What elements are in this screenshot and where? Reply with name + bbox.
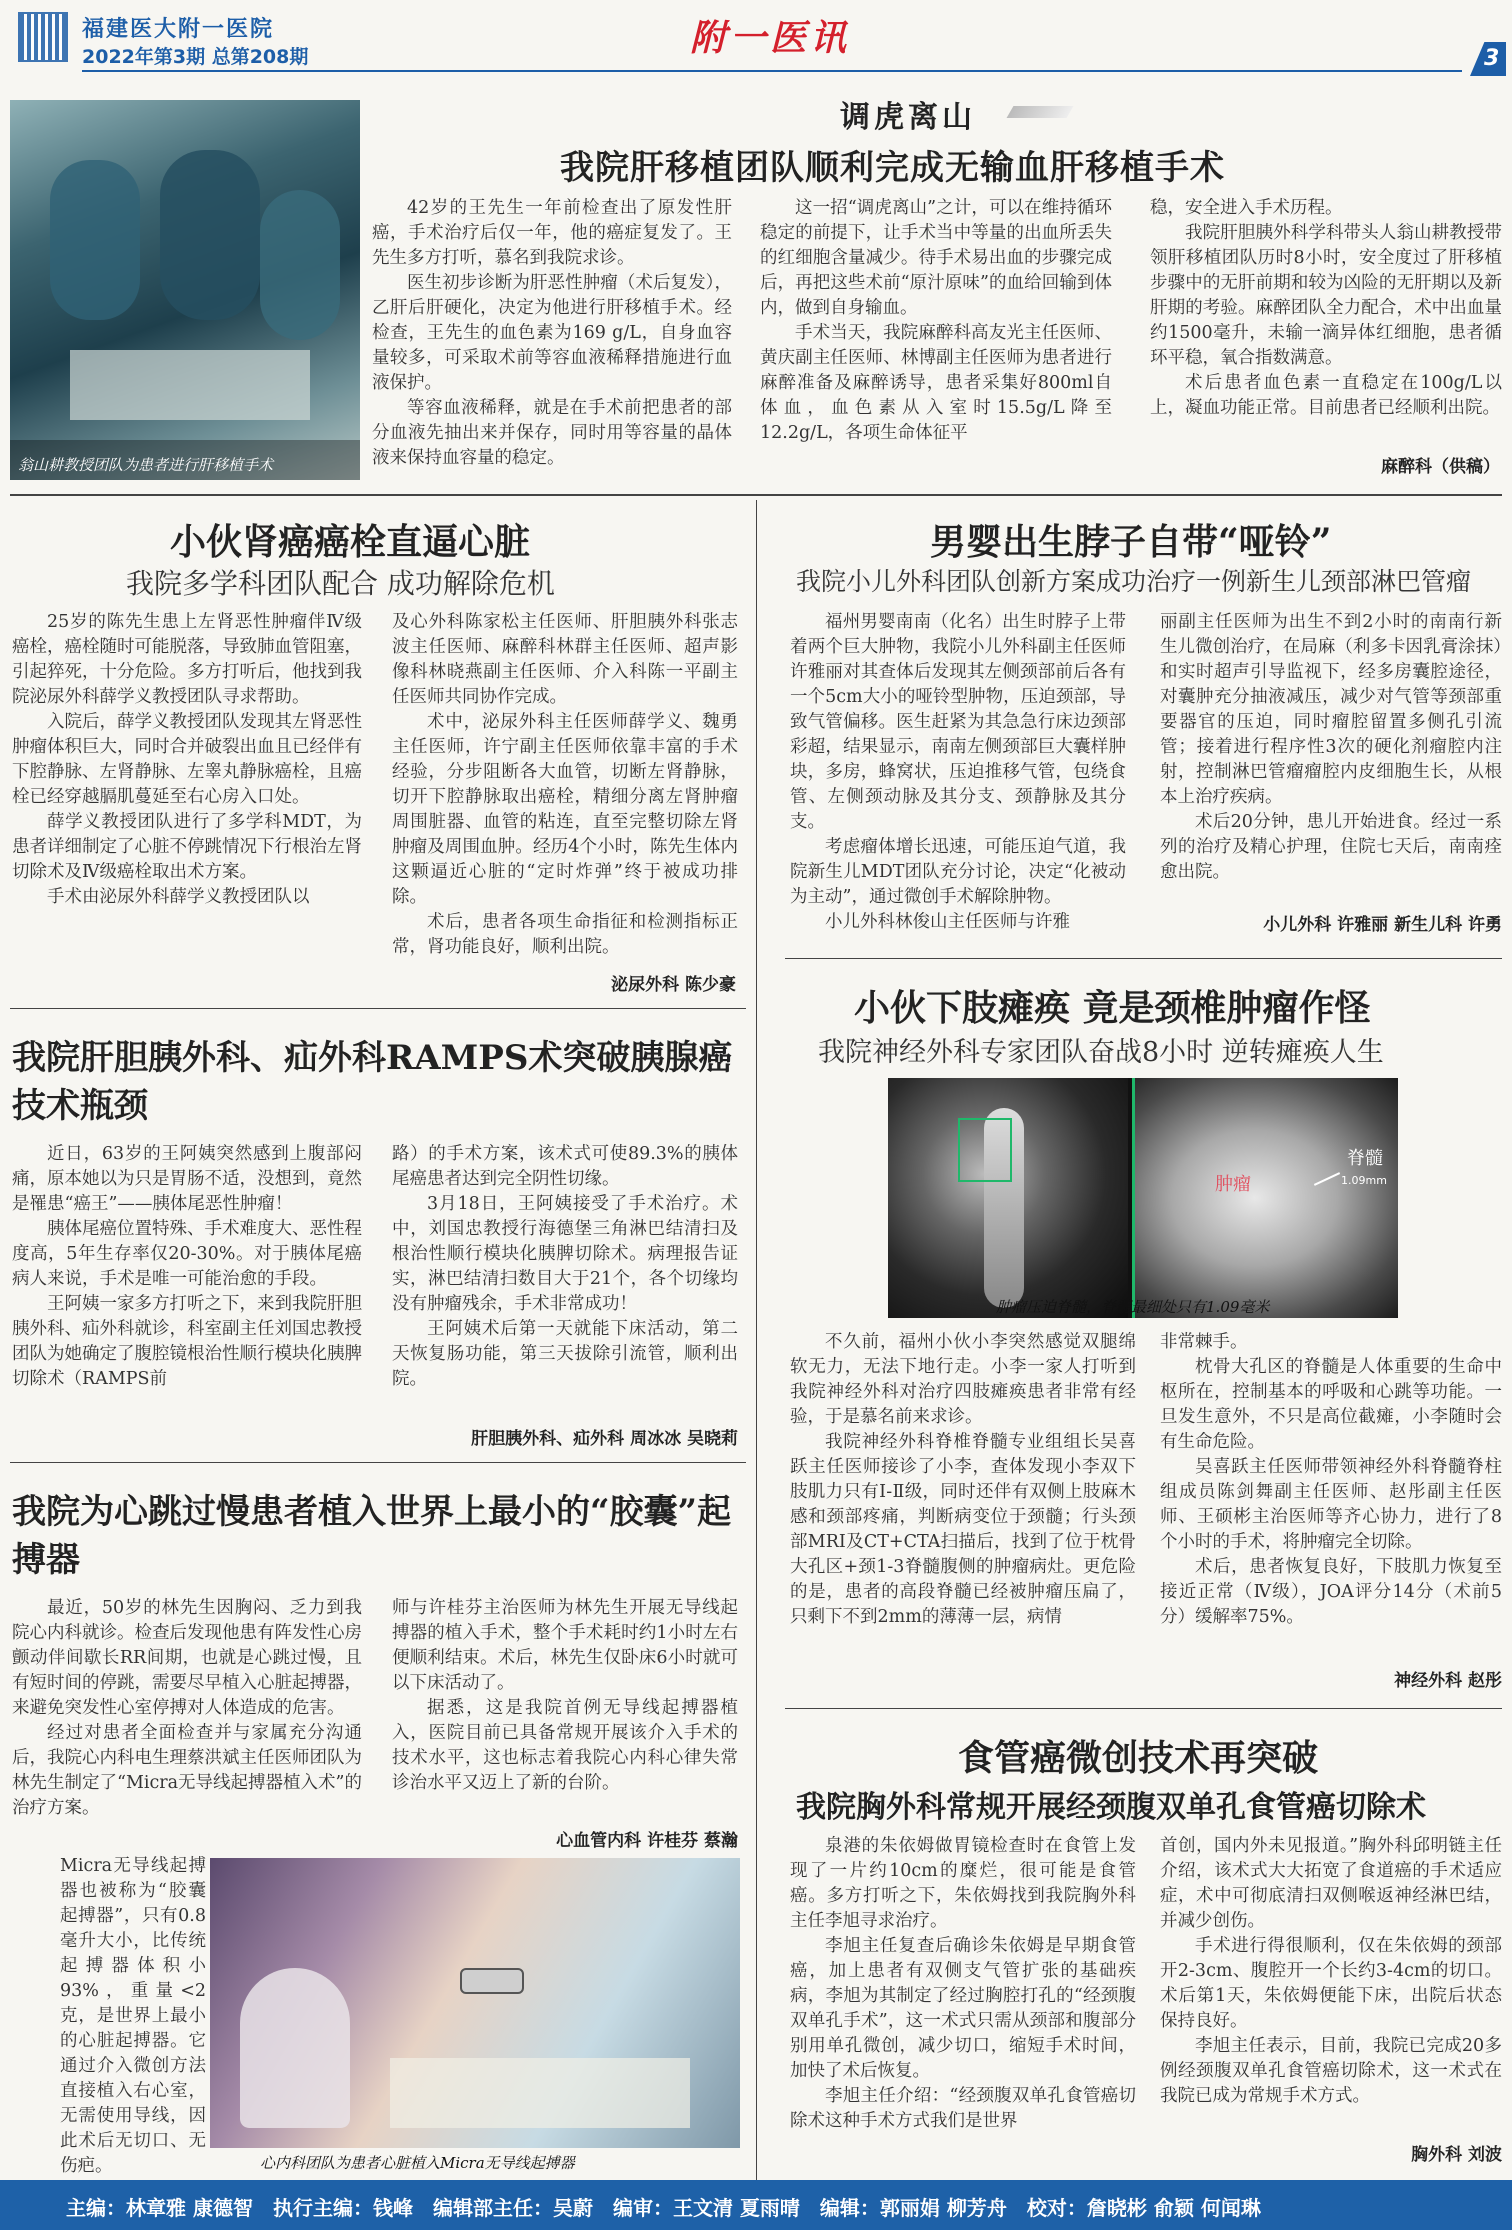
paragraph: 路）的手术方案，该术式可使89.3%的胰体尾癌患者达到完全阴性切缘。: [392, 1144, 738, 1189]
article-column: [790, 1330, 1136, 1630]
paragraph: 首创，国内外未见报道。”胸外科邱明链主任介绍，该术式大大拓宽了食道癌的手术适应症，术中可彻底清扫双侧喉返神经淋巴结，并减少创伤。: [1160, 1836, 1502, 1931]
byline: 肝胆胰外科、疝外科 周冰冰 吴晓莉: [471, 1429, 738, 1449]
arrow-icon: [1314, 1172, 1340, 1186]
paragraph: 等容血液稀释，就是在手术前把患者的部分血液先抽出来并保存，同时用等容量的晶体液来保持血容量的稳定。: [372, 398, 732, 468]
article-column: [392, 1596, 738, 1796]
issue-number: 2022年第3期 总第208期: [82, 46, 309, 68]
article-title: 食管癌微创技术再突破: [958, 1737, 1319, 1779]
paragraph: 师与许桂芬主治医师为林先生开展无导线起搏器的植入手术，整个手术耗时约1小时左右便顺利结束。术后，林先生仅卧床6小时就可以下床活动了。: [392, 1598, 738, 1693]
horizontal-divider: [10, 494, 1502, 496]
paragraph: 丽副主任医师为出生不到2小时的南南行新生儿微创治疗，在局麻（利多卡因乳膏涂抹）和实时超声引导监视下，经多房囊腔途径，对囊肿充分抽液减压，减少对气管等颈部重要器官的压迫，同时瘤腔留置多侧孔引流管；接着进行程序性3次的硬化剂瘤腔内注射，控制淋巴管瘤瘤腔内皮细胞生长，从根本上治疗疾病。: [1160, 612, 1502, 807]
article-subtitle: 我院神经外科专家团队奋战8小时 逆转瘫痪人生: [818, 1037, 1384, 1068]
article-title: 小伙肾癌癌栓直逼心脏: [170, 521, 531, 563]
article-column: [392, 610, 738, 960]
article-column: [790, 1834, 1136, 2134]
article-column: [1150, 196, 1502, 421]
paragraph: 及心外科陈家松主任医师、肝胆胰外科张志波主任医师、麻醉科林群主任医师、超声影像科林晓燕副主任医师、介入科陈一平副主任医师共同协作完成。: [392, 612, 738, 707]
article-column: [12, 1596, 362, 1821]
section-tag-text: 调虎离山: [840, 100, 976, 135]
paragraph: 吴喜跃主任医师带领神经外科脊髓脊柱组成员陈剑舞副主任医师、赵彤副主任医师、王硕彬主治医师等齐心协力，进行了8个小时的手术，将肿瘤完全切除。: [1160, 1457, 1502, 1552]
byline: 泌尿外科 陈少豪: [611, 975, 736, 995]
article-column: [60, 1854, 206, 2204]
article-column: [760, 196, 1112, 446]
paragraph: 李旭主任介绍：“经颈腹双单孔食管癌切除术这种手术方式我们是世界: [790, 2086, 1136, 2131]
paragraph: 不久前，福州小伙小李突然感觉双腿绵软无力，无法下地行走。小李一家人打听到我院神经外科对治疗四肢瘫痪患者非常有经验，于是慕名前来求诊。: [790, 1332, 1136, 1427]
liver-photo-caption: 翁山耕教授团队为患者进行肝移植手术: [18, 456, 274, 474]
article-title: 我院肝胆胰外科、疝外科RAMPS术突破胰腺癌技术瓶颈: [12, 1038, 733, 1126]
article-title: 我院肝移植团队顺利完成无输血肝移植手术: [560, 148, 1225, 188]
paragraph: 医生初步诊断为肝恶性肿瘤（术后复发），乙肝后肝硬化，决定为他进行肝移植手术。经检查，王先生的血色素为169 g/L，自身血容量较多，可采取术前等容血液稀释措施进行血液保护。: [372, 273, 732, 393]
footer-credits: 主编：林章雅 康德智 执行主编：钱峰 编辑部主任：吴蔚 编审：王文清 夏雨晴 编辑：郭丽娟 柳芳舟 校对：詹晓彬 俞颖 何闻琳: [66, 2196, 1261, 2220]
paragraph: 术中，泌尿外科主任医师薛学义、魏勇主任医师，许宁副主任医师依靠丰富的手术经验，分步阻断各大血管，切断左肾静脉，切开下腔静脉取出癌栓，精细分离左肾肿瘤周围脏器、血管的粘连，直至完整切除左肾肿瘤及周围血肿。经历4个小时，陈先生体内这颗逼近心脏的“定时炸弹”终于被成功排除。: [392, 712, 738, 907]
tumor-label: 肿瘤: [1215, 1174, 1251, 1195]
article-title: 我院为心跳过慢患者植入世界上最小的“胶囊”起搏器: [12, 1492, 732, 1580]
article-subtitle: 我院胸外科常规开展经颈腹双单孔食管癌切除术: [796, 1790, 1426, 1825]
byline: 小儿外科 许雅丽 新生儿科 许勇: [1263, 915, 1502, 935]
qr-code: [18, 12, 68, 62]
spinal-cord-label: 脊髓: [1347, 1148, 1383, 1169]
article-column: [790, 610, 1126, 935]
pacemaker-caption: 心内科团队为患者心脏植入Micra无导线起搏器: [260, 2154, 575, 2172]
paragraph: 王阿姨术后第一天就能下床活动，第二天恢复肠功能，第三天拔除引流管，顺利出院。: [392, 1319, 738, 1389]
page-number: 3: [1484, 46, 1500, 71]
horizontal-divider: [10, 1462, 746, 1463]
paragraph: 胰体尾癌位置特殊、手术难度大、恶性程度高，5年生存率仅20-30%。对于胰体尾癌病人来说，手术是唯一可能治愈的手段。: [12, 1219, 362, 1289]
article-column: [1160, 1834, 1502, 2109]
paragraph: 稳，安全进入手术历程。: [1150, 198, 1343, 218]
article-column: [1160, 1330, 1502, 1630]
paragraph: 据悉，这是我院首例无导线起搏器植入，医院目前已具备常规开展该介入手术的技术水平，这也标志着我院心内科心律失常诊治水平又迈上了新的台阶。: [392, 1698, 738, 1793]
paragraph: 考虑瘤体增长迅速，可能压迫气道，我院新生儿MDT团队充分讨论，决定“化被动为主动”，通过微创手术解除肿物。: [790, 837, 1126, 907]
paragraph: 李旭主任表示，目前，我院已完成20多例经颈腹双单孔食管癌切除术，这一术式在我院已成为常规手术方式。: [1160, 2036, 1502, 2106]
article-subtitle: 我院小儿外科团队创新方案成功治疗一例新生儿颈部淋巴管瘤: [796, 567, 1472, 596]
paragraph: 经过对患者全面检查并与家属充分沟通后，我院心内科电生理蔡洪斌主任医师团队为林先生制定了“Micra无导线起搏器植入术”的治疗方案。: [12, 1723, 363, 1818]
paragraph: 福州男婴南南（化名）出生时脖子上带着两个巨大肿物，我院小儿外科副主任医师许雅丽对其查体后发现其左侧颈部前后各有一个5cm大小的哑铃型肿物，压迫颈部，导致气管偏移。医生赶紧为其急急行床边颈部彩超，结果显示，南南左侧颈部巨大囊样肿块，多房，蜂窝状，压迫推移气管，包绕食管、左侧颈动脉及其分支、颈静脉及其分支。: [790, 612, 1126, 832]
paragraph: 这一招“调虎离山”之计，可以在维持循环稳定的前提下，让手术当中等量的出血所丢失的红细胞含量减少。待手术易出血的步骤完成后，再把这些术前“原汁原味”的血给回输到体内，做到自身输血。: [760, 198, 1112, 318]
brush-stroke-icon: [1007, 106, 1074, 118]
paragraph: 李旭主任复查后确诊朱依姆是早期食管癌，加上患者有双侧支气管扩张的基础疾病，李旭为其制定了经过胸腔打孔的“经颈腹双单孔手术”，这一术式只需从颈部和腹部分别用单孔微创，减少切口，缩短手术时间，加快了术后恢复。: [790, 1936, 1136, 2081]
byline: 心血管内科 许桂芬 蔡瀚: [556, 1831, 738, 1851]
liver-transplant-photo: [10, 100, 360, 480]
paragraph: 术后患者血色素一直稳定在100g/L以上，凝血功能正常。目前患者已经顺利出院。: [1150, 373, 1502, 418]
paragraph: 最近，50岁的林先生因胸闷、乏力到我院心内科就诊。检查后发现他患有阵发性心房颤动伴间歇长RR间期，也就是心跳过慢，且有短时间的停跳，需要尽早植入心脏起搏器，来避免突发性心室停搏对人体造成的危害。: [12, 1598, 362, 1718]
masthead: 附一医讯: [690, 17, 851, 59]
vertical-divider: [756, 500, 757, 2200]
horizontal-divider: [785, 958, 1502, 959]
article-column: [372, 196, 732, 471]
paragraph: 我院神经外科脊椎脊髓专业组组长吴喜跃主任医师接诊了小李，查体发现小李双下肢肌力只有Ⅰ-Ⅱ级，同时还伴有双侧上肢麻木感和颈部疼痛，判断病变位于颈髓；行头颈部MRI及CT+CTA扫描后，找到了位于枕骨大孔区+颈1-3脊髓腹侧的肿瘤病灶。更危险的是，患者的高段脊髓已经被肿瘤压扁了，只剩下不到2mm的薄薄一层，病情: [790, 1432, 1136, 1627]
article-title: 男婴出生脖子自带“哑铃”: [930, 521, 1332, 563]
horizontal-divider: [10, 1008, 746, 1009]
hospital-name: 福建医大附一医院: [82, 17, 275, 42]
measurement-label: 1.09mm: [1341, 1174, 1387, 1187]
paragraph: 手术由泌尿外科薛学义教授团队以: [47, 887, 310, 907]
mri-sagittal-panel: [888, 1078, 1128, 1318]
horizontal-divider: [785, 1708, 1502, 1709]
mri-zoom-panel: [1132, 1078, 1398, 1318]
article-subtitle: 我院多学科团队配合 成功解除危机: [126, 567, 555, 600]
pacemaker-device-icon: [460, 1968, 524, 1994]
pacemaker-photo: [210, 1858, 740, 2148]
paragraph: Micra无导线起搏器也被称为“胶囊起搏器”，只有0.8毫升大小，比传统起搏器体积小93%，重量<2克，是世界上最小的心脏起搏器。它通过介入微创方法直接植入右心室，无需使用导线，因此术后无切口、无伤疤。: [60, 1856, 206, 2176]
article-column: [12, 610, 362, 910]
paragraph: 入院后，薛学义教授团队发现其左肾恶性肿瘤体积巨大，同时合并破裂出血且已经伴有下腔静脉、左肾静脉、左睾丸静脉癌栓，且癌栓已经穿越膈肌蔓延至右心房入口处。: [12, 712, 362, 807]
section-tag: [840, 92, 1070, 136]
byline: 神经外科 赵彤: [1394, 1671, 1502, 1691]
header-rule: [82, 70, 1462, 72]
byline: 麻醉科（供稿）: [1381, 457, 1500, 477]
paragraph: 泉港的朱依姆做胃镜检查时在食管上发现了一片约10cm的糜烂，很可能是食管癌。多方打听之下，朱依姆找到我院胸外科主任李旭寻求治疗。: [790, 1836, 1136, 1931]
mri-caption: 肿瘤压迫脊髓，脊髓最细处只有1.09毫米: [996, 1298, 1270, 1316]
paragraph: 手术当天，我院麻醉科高友光主任医师、黄庆副主任医师、林博副主任医师为患者进行麻醉准备及麻醉诱导，患者采集好800ml自体血，血色素从入室时15.5g/L降至12.2g/L，各项生命体征平: [760, 323, 1112, 443]
paragraph: 近日，63岁的王阿姨突然感到上腹部闷痛，原本她以为只是胃肠不适，没想到，竟然是罹患“癌王”——胰体尾恶性肿瘤！: [12, 1144, 362, 1214]
paragraph: 术后20分钟，患儿开始进食。经过一系列的治疗及精心护理，住院七天后，南南痊愈出院。: [1160, 812, 1502, 882]
paragraph: 非常棘手。: [1160, 1332, 1248, 1352]
article-title: 小伙下肢瘫痪 竟是颈椎肿瘤作怪: [854, 987, 1371, 1029]
footer-bar: [0, 2180, 1512, 2230]
paragraph: 25岁的陈先生患上左肾恶性肿瘤伴Ⅳ级癌栓，癌栓随时可能脱落，导致肺血管阻塞，引起猝死，十分危险。多方打听后，他找到我院泌尿外科薛学义教授团队寻求帮助。: [12, 612, 362, 707]
article-column: [12, 1142, 362, 1392]
mri-image: [888, 1078, 1398, 1318]
article-column: [392, 1142, 738, 1392]
byline: 胸外科 刘波: [1411, 2145, 1502, 2165]
article-column: [1160, 610, 1502, 885]
paragraph: 42岁的王先生一年前检查出了原发性肝癌，手术治疗后仅一年，他的癌症复发了。王先生多方打听，慕名到我院求诊。: [372, 198, 732, 268]
paragraph: 术后，患者恢复良好，下肢肌力恢复至接近正常（Ⅳ级），JOA评分14分（术前5分）缓解率75%。: [1160, 1557, 1502, 1627]
paragraph: 术后，患者各项生命指征和检测指标正常，肾功能良好，顺利出院。: [392, 912, 738, 957]
paragraph: 王阿姨一家多方打听之下，来到我院肝胆胰外科、疝外科就诊，科室副主任刘国忠教授团队为她确定了腹腔镜根治性顺行模块化胰脾切除术（RAMPS前: [12, 1294, 362, 1389]
paragraph: 薛学义教授团队进行了多学科MDT，为患者详细制定了心脏不停跳情况下行根治左肾切除术及Ⅳ级癌栓取出术方案。: [12, 812, 362, 882]
paragraph: 枕骨大孔区的脊髓是人体重要的生命中枢所在，控制基本的呼吸和心跳等功能。一旦发生意外，不只是高位截瘫，小李随时会有生命危险。: [1160, 1357, 1502, 1452]
paragraph: 3月18日，王阿姨接受了手术治疗。术中，刘国忠教授行海德堡三角淋巴结清扫及根治性顺行模块化胰脾切除术。病理报告证实，淋巴结清扫数目大于21个，各个切缘均没有肿瘤残余，手术非常成功！: [392, 1194, 738, 1314]
paragraph: 小儿外科林俊山主任医师与许雅: [825, 912, 1070, 932]
paragraph: 手术进行得很顺利，仅在朱依姆的颈部开2-3cm、腹腔开一个长约3-4cm的切口。术后第1天，朱依姆便能下床，出院后状态保持良好。: [1160, 1936, 1502, 2031]
paragraph: 我院肝胆胰外科学科带头人翁山耕教授带领肝移植团队历时8小时，安全度过了肝移植步骤中的无肝前期和较为凶险的无肝期以及新肝期的考验。麻醉团队全力配合，术中出血量约1500毫升，未输一滴异体红细胞，患者循环平稳，氧合指数满意。: [1150, 223, 1502, 368]
